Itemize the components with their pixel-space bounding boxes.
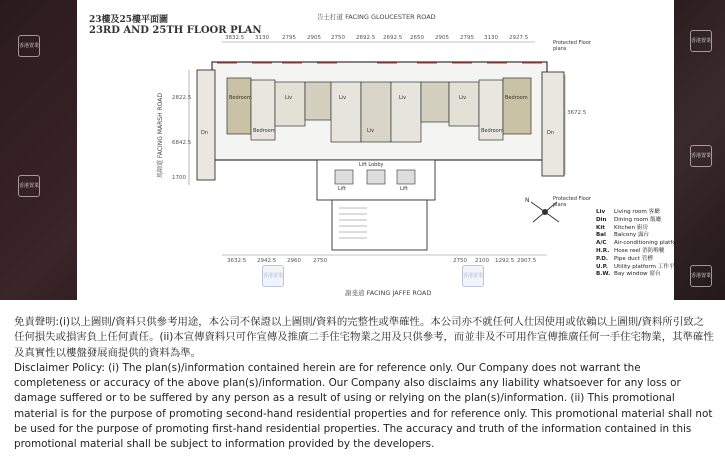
dimension-label: 2650	[410, 35, 424, 41]
dimension-label: 2927.5	[509, 35, 529, 41]
legend-item: Bal Balcony 露台	[596, 232, 650, 239]
legend-item: P.D. Pipe duct 管槽	[596, 255, 653, 262]
dimension-label: 3672.5	[567, 110, 587, 116]
disclaimer-en: Disclaimer Policy: (i) The plan(s)/information contained herein are for reference only. Our Company does not warrant the completeness or accuracy of the above plan(s)/information. Our Company also disclaims any liability whatsoever for any loss or damage suffered or to be suffered by any person as a result of using or relying on the plan(s)/information. (ii) This promotional material is for the purpose of promoting second-hand residential properties and for reference only. This promotional material shall not be used for the purpose of promoting first-hand residential properties. The accuracy and truth of the information contained in this promotional material shall be subject to information provided by the developers.	[14, 361, 713, 451]
dimension-label: 2822.5	[172, 95, 192, 101]
watermark-logo: 香港置業	[462, 265, 484, 287]
legend-item: H.R. Hose reel 消防喉轆	[596, 247, 665, 254]
room-label: Liv	[285, 95, 293, 101]
dimension-label: 2960	[287, 258, 301, 264]
legend-item: U.P. Utility platform 工作平台	[596, 263, 681, 270]
room-label: Bedroom	[505, 95, 528, 101]
dimension-label: 3832.5	[225, 35, 245, 41]
dimension-label: 2100	[475, 258, 489, 264]
room-label: Lift	[338, 186, 346, 192]
disclaimer-zh: 免責聲明:(i)以上圖則/資料只供參考用途，本公司不保證以上圖則/資料的完整性或準確性。本公司亦不就任何人仕因使用或依賴以上圖則/資料所引致之任何損失或損害負上任何責任。(ii)本宣傳資料只可作宣傳及推廣二手住宅物業之用及只供參考，而並非及不可用作宣傳推廣任何一手住宅物業，其準確性及真實性以樓盤發展商提供的資料為準。	[14, 316, 714, 359]
road-label-left: 馬師道 FACING MARSH ROAD	[157, 93, 164, 178]
legend-item: Din Dining room 飯廳	[596, 216, 662, 223]
dimension-label: 2795	[282, 35, 296, 41]
plan-annotation: Protected Floor plans	[553, 40, 591, 52]
dimension-label: 2795	[460, 35, 474, 41]
plan-annotation: Protected Floor plans	[553, 196, 591, 208]
watermark-logo: 香港置業	[690, 30, 712, 52]
dimension-label: 2692.5	[356, 35, 376, 41]
legend-item: A/C Air-conditioning platform 冷氣機平台	[596, 240, 714, 247]
legend-item: B.W. Bay window 窗台	[596, 271, 661, 278]
watermark-logo: 香港置業	[262, 265, 284, 287]
dimension-label: 1292.5	[495, 258, 515, 264]
dimension-label: 2905	[307, 35, 321, 41]
dimension-label: 2750	[453, 258, 467, 264]
dimension-label: 6842.5	[172, 140, 192, 146]
room-label: Dn	[547, 130, 555, 136]
dimension-label: 2942.5	[257, 258, 277, 264]
room-label: Liv	[367, 128, 375, 134]
road-label-bottom: 謝斐道 FACING JAFFE ROAD	[345, 289, 432, 297]
north-label: N	[525, 197, 530, 204]
room-label: Lift	[400, 186, 408, 192]
room-label: Bedroom	[253, 128, 276, 134]
dimension-label: 3130	[255, 35, 269, 41]
dimension-label: 3632.5	[227, 258, 247, 264]
plan-title-zh: 23樓及25樓平面圖	[89, 15, 169, 25]
room-label: Liv	[399, 95, 407, 101]
legend-item: Kit Kitchen 廚房	[596, 224, 648, 231]
room-label: Liv	[459, 95, 467, 101]
dimension-label: 1700	[172, 175, 186, 181]
dimension-label: 2750	[331, 35, 345, 41]
watermark-logo: 香港置業	[18, 175, 40, 197]
legend-item: Liv Living room 客廳	[596, 209, 660, 215]
dimension-label: 2750	[313, 258, 327, 264]
disclaimer-text	[14, 315, 714, 453]
dimension-label: 2905	[435, 35, 449, 41]
floor-plan-image	[77, 0, 714, 300]
dimension-label: 3130	[484, 35, 498, 41]
dimension-label: 2692.5	[383, 35, 403, 41]
watermark-logo: 香港置業	[18, 35, 40, 57]
room-label: Liv	[339, 95, 347, 101]
room-label: Lift Lobby	[359, 162, 384, 168]
room-label: Bedroom	[229, 95, 252, 101]
room-label: Dn	[201, 130, 209, 136]
plan-title-en: 23RD AND 25TH FLOOR PLAN	[89, 25, 262, 36]
room-label: Bedroom	[481, 128, 504, 134]
watermark-logo: 香港置業	[690, 145, 712, 167]
watermark-logo: 香港置業	[690, 265, 712, 287]
road-label-top: 告士打道 FACING GLOUCESTER ROAD	[317, 13, 436, 21]
dimension-label: 2907.5	[517, 258, 537, 264]
